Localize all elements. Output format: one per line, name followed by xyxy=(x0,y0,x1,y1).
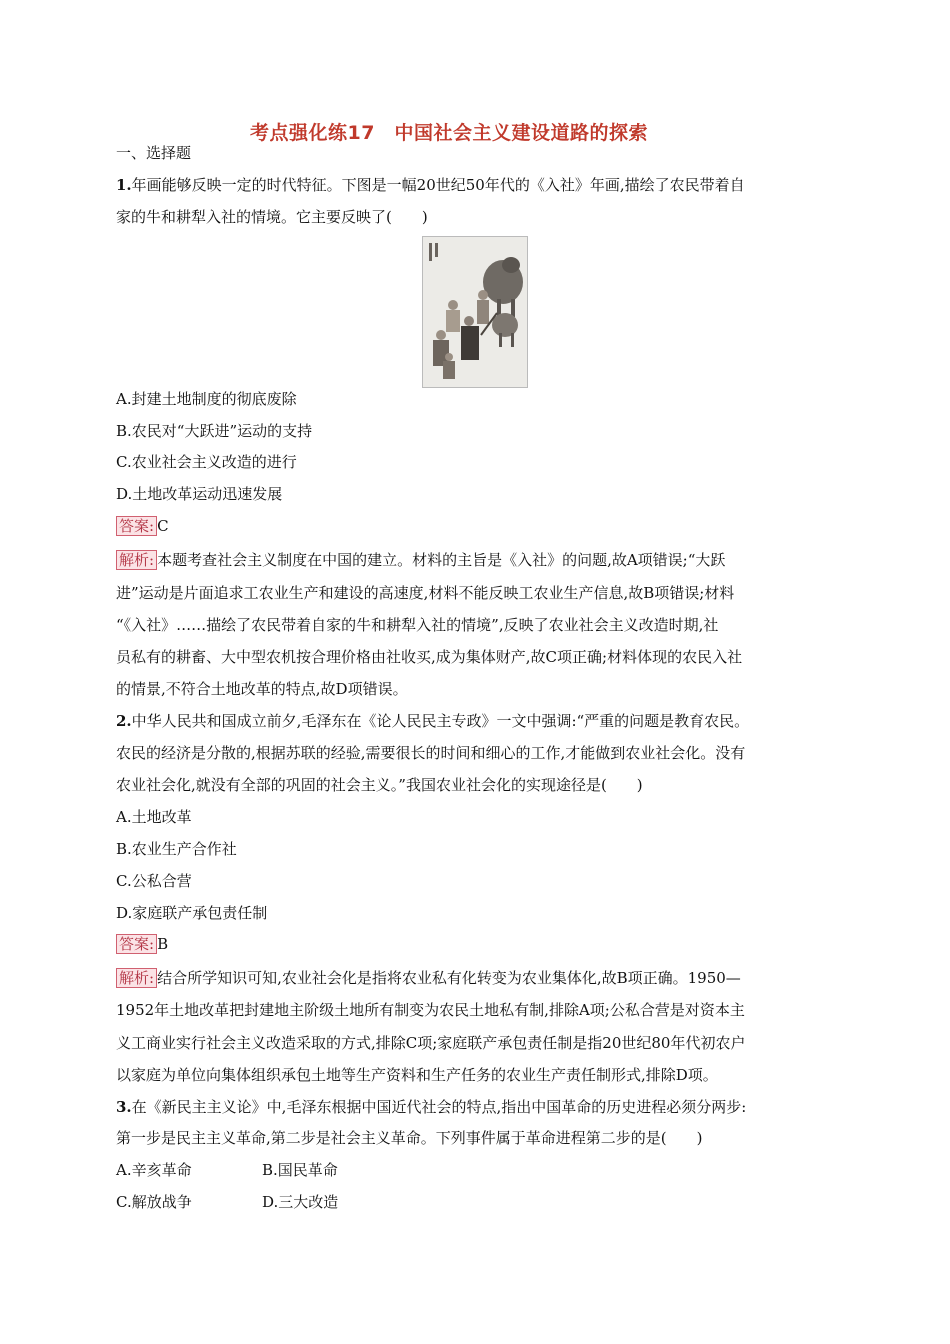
analysis-text: 结合所学知识可知,农业社会化是指将农业私有化转变为农业集体化,故B项正确。1950— xyxy=(157,969,741,987)
question-text: 中华人民共和国成立前夕,毛泽东在《论人民民主专政》一文中强调:“严重的问题是教育农民。 xyxy=(131,712,750,730)
section-heading: 一、选择题 xyxy=(116,144,192,162)
question-2-option-c: C.公私合营 xyxy=(116,872,192,890)
question-2-answer xyxy=(116,934,168,954)
question-2-option-b: B.农业生产合作社 xyxy=(116,840,237,858)
question-1-answer xyxy=(116,516,169,536)
answer-value: C xyxy=(157,517,169,535)
question-number: 3. xyxy=(116,1098,132,1116)
question-3-line-2: 第一步是民主主义革命,第二步是社会主义革命。下列事件属于革命进程第二步的是( ) xyxy=(116,1129,703,1147)
question-1-line-1 xyxy=(116,175,745,195)
question-1-option-b: B.农民对“大跃进”运动的支持 xyxy=(116,422,313,440)
question-1-analysis-4: 员私有的耕畜、大中型农机按合理价格由社收买,成为集体财产,故C项正确;材料体现的农民入社 xyxy=(116,648,743,666)
painting-illustration xyxy=(423,237,527,387)
question-2-option-a: A.土地改革 xyxy=(116,808,192,826)
question-2-option-d: D.家庭联产承包责任制 xyxy=(116,904,268,922)
question-2-line-3: 农业社会化,就没有全部的巩固的社会主义。”我国农业社会化的实现途径是( ) xyxy=(116,776,643,794)
analysis-tag: 解析: xyxy=(116,968,157,988)
page-title: 考点强化练17 中国社会主义建设道路的探索 xyxy=(250,122,648,144)
question-3-option-b: B.国民革命 xyxy=(262,1161,338,1179)
question-1-option-c: C.农业社会主义改造的进行 xyxy=(116,453,297,471)
analysis-text: 本题考查社会主义制度在中国的建立。材料的主旨是《入社》的问题,故A项错误;“大跃 xyxy=(157,551,726,569)
question-1-option-d: D.土地改革运动迅速发展 xyxy=(116,485,283,503)
question-2-analysis-1 xyxy=(116,968,741,988)
question-3-line-1 xyxy=(116,1097,746,1117)
question-number: 1. xyxy=(116,176,132,194)
ruse-new-year-painting xyxy=(422,236,528,388)
question-number: 2. xyxy=(116,712,132,730)
question-2-analysis-3: 义工商业实行社会主义改造采取的方式,排除C项;家庭联产承包责任制是指20世纪80年代初农户 xyxy=(116,1034,746,1052)
question-3-option-c: C.解放战争 xyxy=(116,1193,192,1211)
answer-tag: 答案: xyxy=(116,516,157,536)
question-3-option-a: A.辛亥革命 xyxy=(116,1161,192,1179)
question-text: 在《新民主主义论》中,毛泽东根据中国近代社会的特点,指出中国革命的历史进程必须分两步: xyxy=(131,1098,747,1116)
question-1-analysis-3: “《入社》……描绘了农民带着自家的牛和耕犁入社的情境”,反映了农业社会主义改造时期,社 xyxy=(116,616,719,634)
question-2-line-2: 农民的经济是分散的,根据苏联的经验,需要很长的时间和细心的工作,才能做到农业社会化。没有 xyxy=(116,744,746,762)
question-3-option-d: D.三大改造 xyxy=(262,1193,339,1211)
question-2-line-1 xyxy=(116,711,749,731)
question-text: 年画能够反映一定的时代特征。下图是一幅20世纪50年代的《入社》年画,描绘了农民带着自 xyxy=(131,176,745,194)
question-2-analysis-2: 1952年土地改革把封建地主阶级土地所有制变为农民土地私有制,排除A项;公私合营是对资本主 xyxy=(116,1001,745,1019)
analysis-tag: 解析: xyxy=(116,550,157,570)
answer-value: B xyxy=(157,935,169,953)
question-1-analysis-1 xyxy=(116,550,725,570)
question-1-line-2: 家的牛和耕犁入社的情境。它主要反映了( ) xyxy=(116,208,428,226)
question-1-analysis-2: 进”运动是片面追求工农业生产和建设的高速度,材料不能反映工农业生产信息,故B项错误;材料 xyxy=(116,584,735,602)
question-2-analysis-4: 以家庭为单位向集体组织承包土地等生产资料和生产任务的农业生产责任制形式,排除D项。 xyxy=(116,1066,718,1084)
answer-tag: 答案: xyxy=(116,934,157,954)
question-1-analysis-5: 的情景,不符合土地改革的特点,故D项错误。 xyxy=(116,680,408,698)
question-1-option-a: A.封建土地制度的彻底废除 xyxy=(116,390,297,408)
